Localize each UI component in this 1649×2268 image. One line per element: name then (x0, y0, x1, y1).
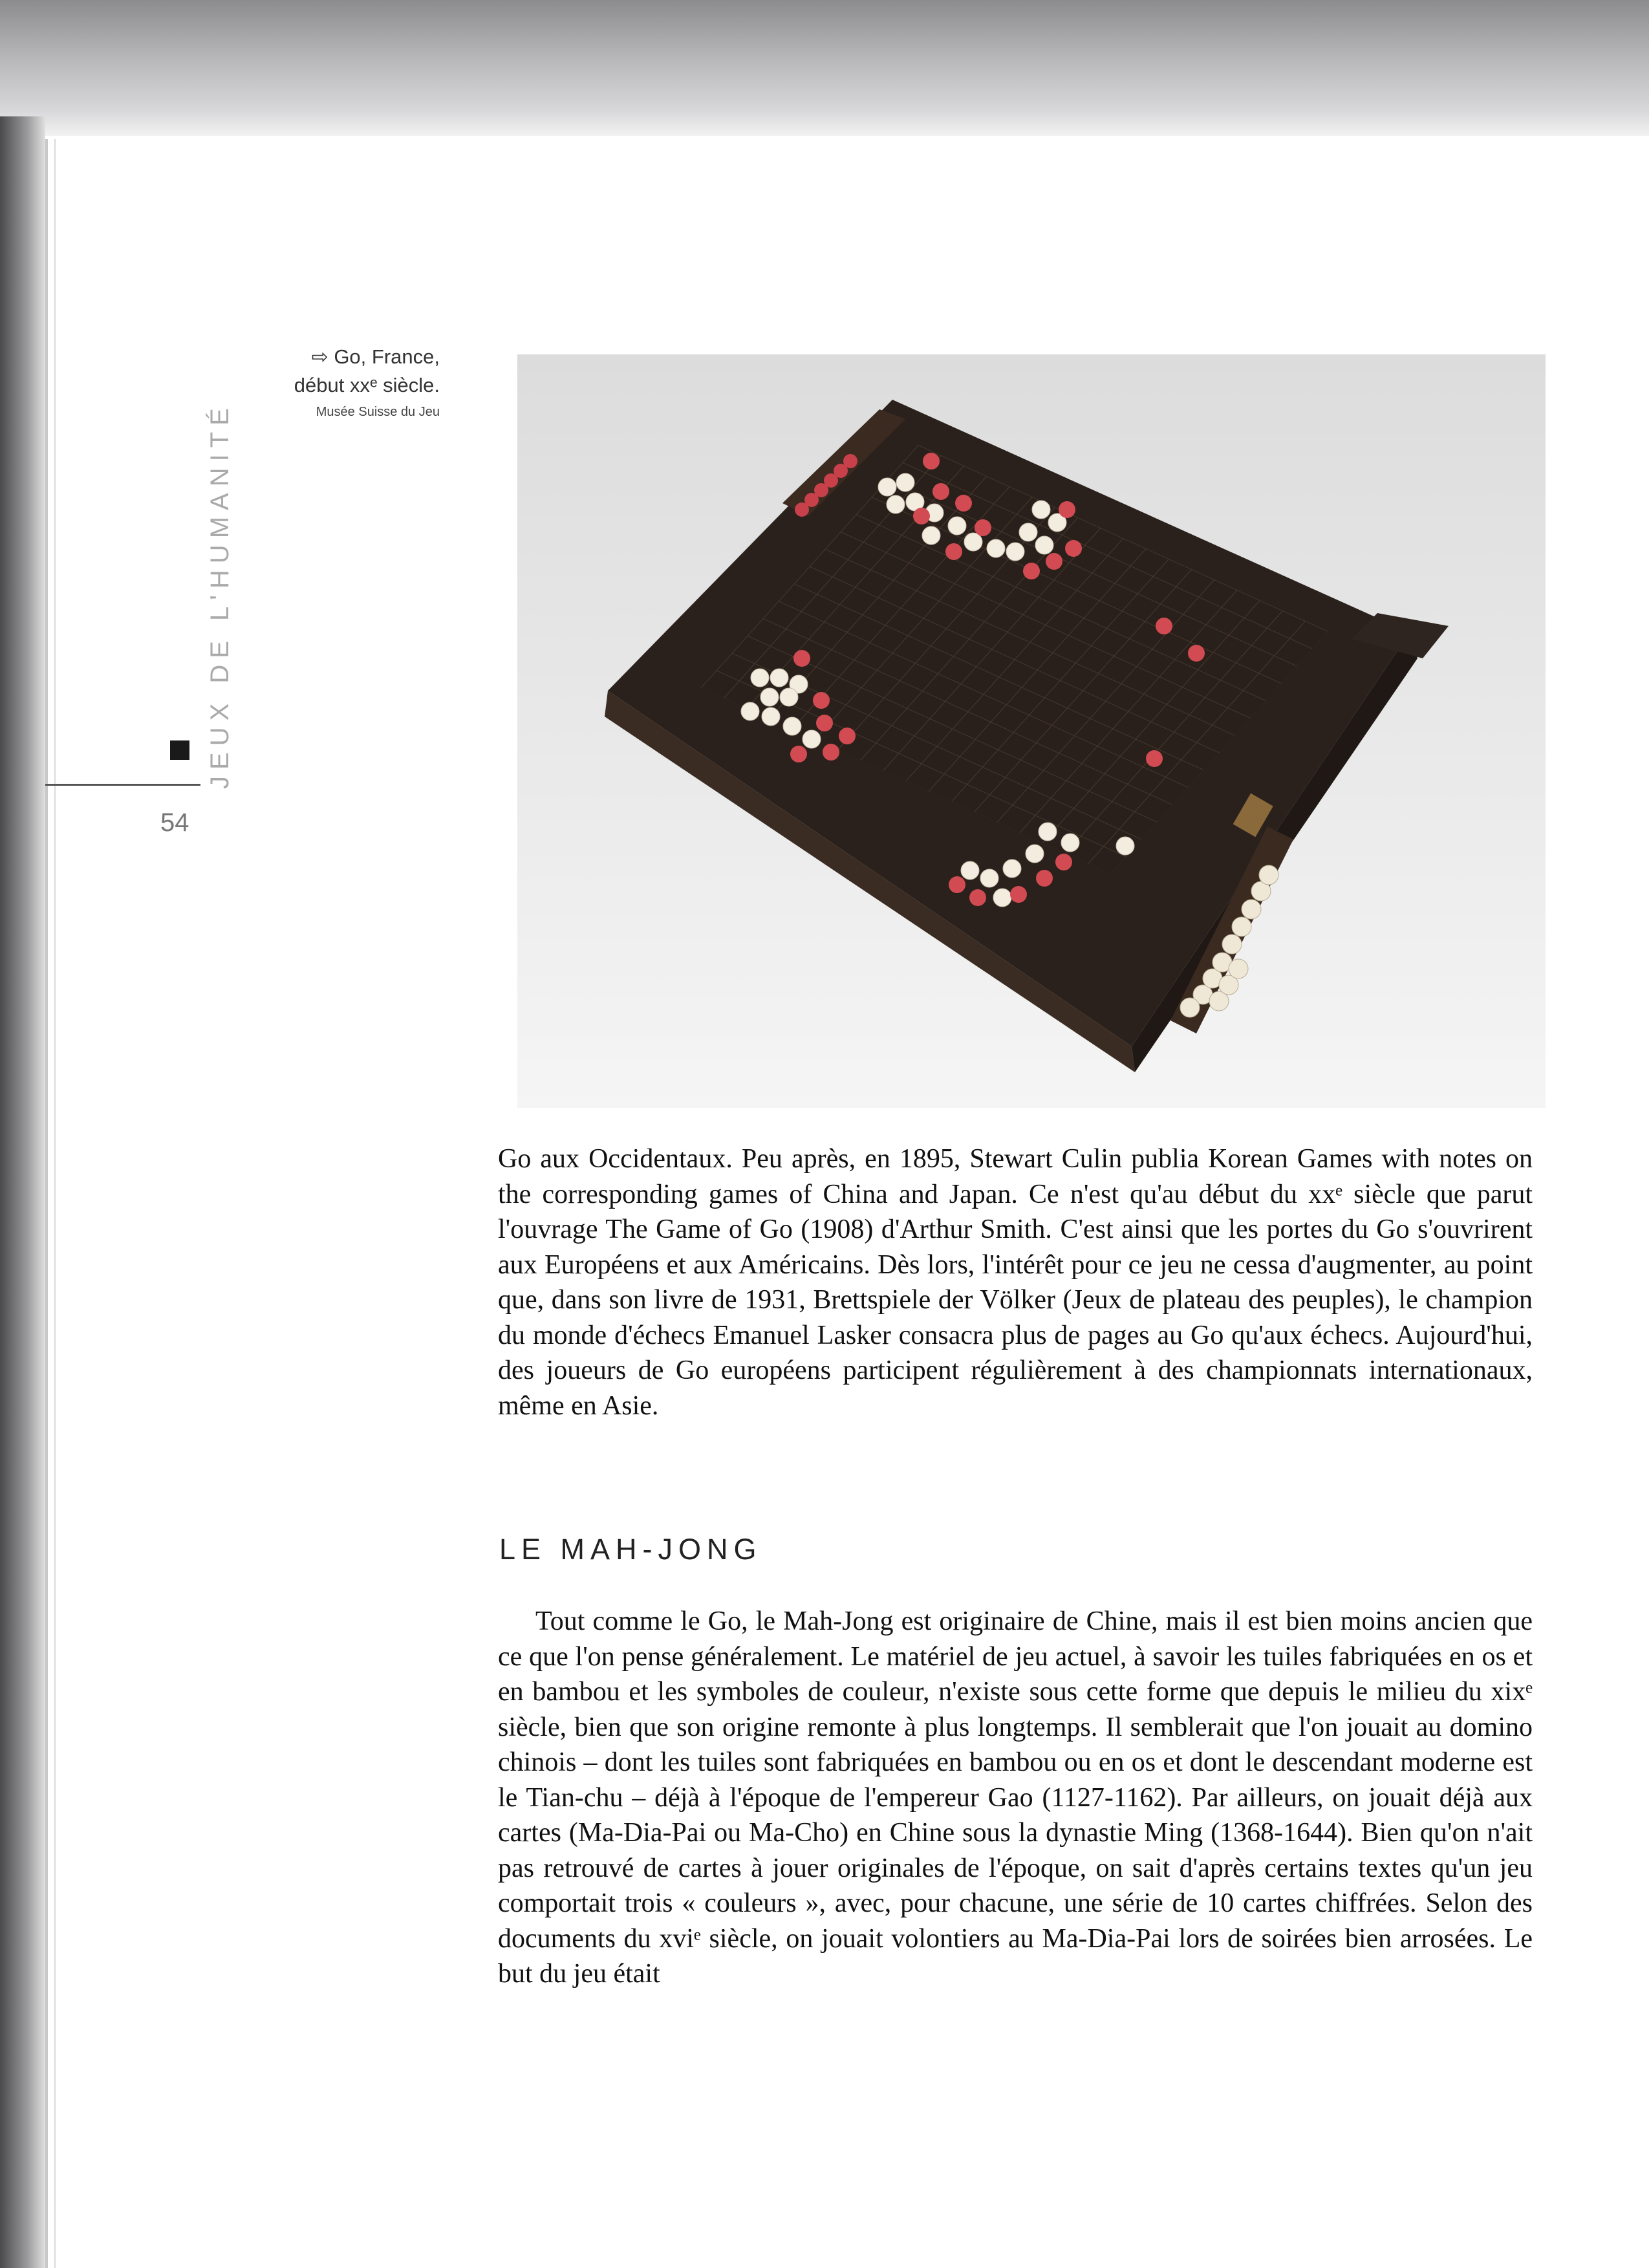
paragraph-mahjong-text: Tout comme le Go, le Mah-Jong est originaire de Chine, mais il est bien moins ancien que ce que l'on pense généralement. Le matériel de jeu actuel, à savoir les tuiles fabriquées en os et en bambou et les symboles de couleur, n'existe sous cette forme que depuis le milieu du xixᵉ siècle, bien que son origine remonte à plus longtemps. Il semblerait que l'on jouait au domino chinois – dont les tuiles sont fabriquées en bambou ou en os et dont le descendant moderne est le Tian-chu – déjà à l'époque de l'empereur Gao (1127-1162). Par ailleurs, on jouait déjà aux cartes (Ma-Dia-Pai ou Ma-Cho) en Chine sous la dynastie Ming (1368-1644). Bien qu'on n'ait pas retrouvé de cartes à jouer originales de l'époque, on sait d'après certains textes qu'un jeu comportait trois « couleurs », avec, pour chacune, une série de 10 cartes chiffrées. Selon des documents du xviᵉ siècle, on jouait volontiers au Ma-Dia-Pai lors de soirées bien arrosées. Le but du jeu était (498, 1606, 1533, 1989)
caption-credit: Musée Suisse du Jeu (316, 405, 440, 419)
margin-rule (45, 784, 200, 786)
paragraph-go (498, 1141, 1533, 1423)
scan-shadow-top (0, 0, 1649, 136)
caption-title: ⇨ Go, France, (311, 345, 440, 368)
page-edge-inner (54, 139, 56, 2268)
running-head-text: JEUX DE L'HUMANITÉ (206, 402, 234, 789)
book-spine-shadow (0, 116, 45, 2268)
go-board-photo (517, 354, 1546, 1108)
paragraph-go-text: Go aux Occidentaux. Peu après, en 1895, Stewart Culin publia Korean Games with notes on the corresponding games of China and Japan. Ce n'est qu'au début du xxᵉ siècle que parut l'ouvrage The Game of Go (1908) d'Arthur Smith. C'est ainsi que les portes du Go s'ouvrirent aux Européens et aux Américains. Dès lors, l'intérêt pour ce jeu ne cessa d'augmenter, au point que, dans son livre de 1931, Brettspiele der Völker (Jeux de plateau des peuples), le champion du monde d'échecs Emanuel Lasker consacra plus de pages au Go qu'aux échecs. Aujourd'hui, des joueurs de Go européens participent régulièrement à des championnats internationaux, même en Asie. (498, 1144, 1533, 1421)
running-head-square (170, 740, 189, 760)
page-number: 54 (160, 808, 189, 837)
caption-date: début xxᵉ siècle. (294, 374, 440, 396)
photo-caption (294, 343, 440, 424)
running-head (129, 297, 233, 789)
page-edge (45, 139, 48, 2268)
section-heading: LE MAH-JONG (499, 1533, 762, 1566)
paragraph-mahjong (498, 1604, 1533, 1992)
